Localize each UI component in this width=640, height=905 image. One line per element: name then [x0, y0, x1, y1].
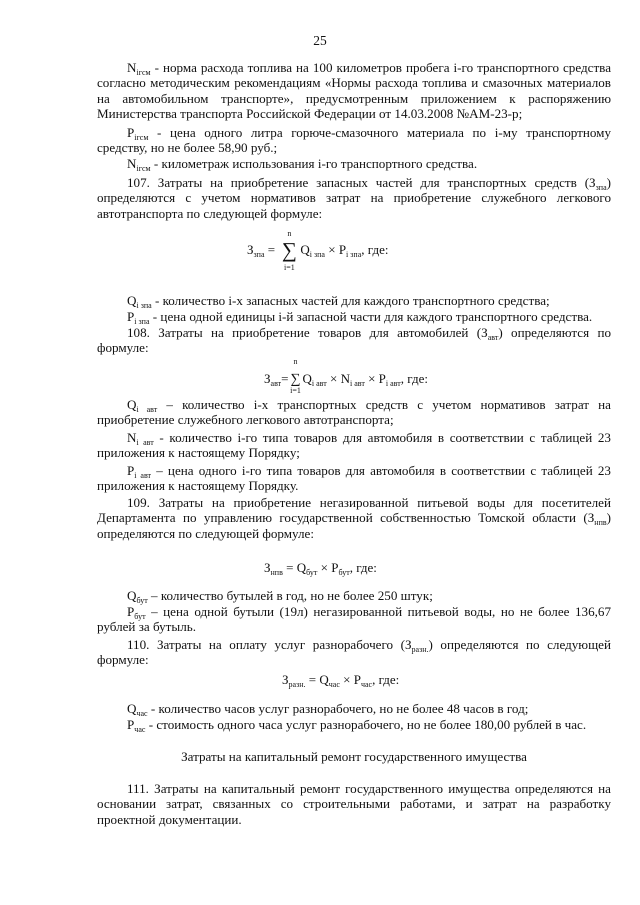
sigma-sign: n ∑ i=1: [278, 242, 300, 258]
p-igsm-definition: [97, 125, 611, 156]
times-sign: ×: [343, 672, 351, 687]
subscript-razn: разн.: [411, 645, 429, 654]
subscript-but: бут: [136, 596, 148, 605]
formula-p-sub: i авт: [385, 379, 401, 388]
subscript-i-zpa: i зпа: [134, 317, 150, 326]
formula-q-sub: i авт: [311, 379, 327, 388]
p-chas-definition: [97, 717, 611, 732]
formula-equals: =: [281, 371, 289, 386]
subscript-igsm: iгсм: [134, 133, 149, 142]
formula-p: P: [353, 672, 361, 687]
formula-tail: , где:: [349, 560, 377, 575]
subscript-chas: час: [134, 725, 146, 734]
subscript-chas: час: [136, 709, 148, 718]
formula-tail: , где:: [400, 371, 428, 386]
definition-text: – количество бутылей в год, но не более 250 штук;: [151, 588, 433, 603]
formula-lhs-sub: авт: [270, 379, 282, 388]
formula-p-sub: час: [360, 680, 373, 689]
paragraph-text: 110. Затраты на оплату услуг разнорабочего (З: [127, 637, 412, 652]
symbol-q: Q: [127, 293, 137, 308]
symbol-q: Q: [127, 588, 137, 603]
times-sign: ×: [329, 371, 338, 386]
subscript-npv: нпв: [594, 518, 607, 528]
formula-lhs-sub: нпв: [270, 568, 283, 577]
n-igsm-km-definition: [97, 156, 611, 171]
symbol-p: P: [127, 604, 135, 619]
q-zpa-definition: [97, 293, 611, 308]
subscript-zpa: зпа: [595, 183, 607, 192]
formula-lhs-sub: зпа: [253, 250, 265, 259]
formula-q: Q: [296, 560, 307, 575]
page-number: 25: [313, 33, 327, 48]
formula-q: Q: [302, 371, 312, 386]
p-zpa-definition: [97, 309, 611, 324]
definition-text: - количество часов услуг разнорабочего, но не более 48 часов в год;: [150, 701, 529, 716]
formula-tail: , где:: [372, 672, 400, 687]
paragraph-text-tail: ) определяются по формуле:: [97, 325, 611, 356]
paragraph-text-tail: ) определяются с учетом нормативов затрат на приобретение служебного легкового автотранспорта по следующей формуле:: [97, 175, 611, 221]
symbol-n: N: [127, 156, 137, 171]
formula-q-sub: бут: [306, 568, 318, 577]
paragraph-107: [97, 175, 611, 221]
paragraph-text-tail: ) определяются по следующей формуле:: [97, 510, 611, 541]
formula-equals: =: [286, 560, 294, 575]
paragraph-text-tail: ) определяются по следующей формуле:: [97, 637, 611, 668]
symbol-p: P: [127, 309, 135, 324]
paragraph-108: [97, 325, 611, 356]
subscript-igsm: iгсм: [136, 68, 151, 77]
formula-110: [282, 672, 399, 687]
symbol-p: P: [127, 463, 135, 478]
formula-q-sub: i зпа: [309, 250, 325, 259]
definition-text: - количество i-го типа товаров для автомобиля в соответствии с таблицей 23 приложения к настоящему Порядку;: [97, 430, 611, 461]
formula-lhs-sub: разн.: [288, 680, 306, 689]
formula-q: Q: [300, 242, 310, 257]
symbol-q: Q: [127, 397, 137, 412]
times-sign: ×: [320, 560, 328, 575]
formula-lhs: З: [282, 672, 289, 687]
sigma-sign: n ∑ i=1: [290, 357, 301, 395]
definition-text: - километраж использования i-го транспортного средства.: [153, 156, 478, 171]
formula-n-sub: i авт: [349, 379, 365, 388]
definition-text: – цена одной бутыли (19л) негазированной питьевой воды, но не более 136,67 рублей за бутыль.: [97, 604, 611, 635]
subscript-igsm: iгсм: [136, 164, 151, 173]
formula-equals: =: [308, 672, 317, 687]
formula-107: [247, 229, 389, 272]
definition-text: – цена одного i-го типа товаров для автомобиля в соответствии с таблицей 23 приложения к настоящему Порядку.: [97, 463, 611, 494]
formula-tail: , где:: [361, 242, 389, 257]
paragraph-text: 109. Затраты на приобретение негазированной питьевой воды для посетителей Департамента по управлению государственной собственностью Томской области (З: [97, 495, 611, 526]
formula-109: [264, 560, 377, 575]
paragraph-text: 108. Затраты на приобретение товаров для автомобилей (З: [127, 325, 488, 340]
formula-lhs: З: [264, 560, 271, 575]
p-avt-definition: [97, 463, 611, 494]
definition-text: - норма расхода топлива на 100 километров пробега i-го транспортного средства согласно методическим рекомендациям «Нормы расхода топлива и смазочных материалов на автомобильном транспорте», предусмотренным приложением к распоряжению Министерства транспорта Российской Федерации от 14.03.2008 №АМ-23-р;: [97, 60, 612, 122]
sigma-upper: n: [287, 229, 292, 238]
p-but-definition: [97, 604, 611, 635]
formula-p-sub: бут: [338, 568, 350, 577]
section-heading: Затраты на капитальный ремонт государственного имущества: [181, 749, 527, 764]
formula-q-sub: час: [328, 680, 340, 689]
q-chas-definition: [97, 701, 611, 716]
symbol-p: P: [127, 125, 135, 140]
q-but-definition: [97, 588, 611, 603]
formula-p-sub: i зпа: [346, 250, 362, 259]
n-avt-definition: [97, 430, 611, 461]
symbol-n: N: [127, 60, 137, 75]
sigma-lower: i=1: [283, 263, 295, 272]
formula-n: N: [340, 371, 350, 386]
formula-p: P: [378, 371, 386, 386]
definition-text: - стоимость одного часа услуг разнорабочего, но не более 180,00 рублей в час.: [148, 717, 587, 732]
times-sign: ×: [368, 371, 376, 386]
sigma-lower: i=1: [290, 386, 301, 395]
definition-text: - цена одного литра горюче-смазочного материала по i-му транспортному средству, но не более 58,90 руб.;: [97, 125, 611, 156]
definition-text: - количество i-х запасных частей для каждого транспортного средства;: [154, 293, 550, 308]
formula-p: P: [338, 242, 347, 257]
subscript-but: бут: [134, 612, 146, 621]
symbol-n: N: [127, 430, 137, 445]
subscript-avt: авт: [487, 333, 499, 342]
subscript-i-zpa: i зпа: [136, 301, 152, 310]
formula-p: P: [331, 560, 339, 575]
paragraph-110: [97, 637, 611, 668]
formula-lhs: З: [264, 371, 271, 386]
subscript-i-avt: i авт: [136, 438, 154, 447]
formula-q: Q: [319, 672, 329, 687]
formula-108: [264, 357, 428, 395]
symbol-p: P: [127, 717, 135, 732]
definition-text: - цена одной единицы i-й запасной части для каждого транспортного средства.: [152, 309, 593, 324]
definition-text: – количество i-х транспортных средств с учетом нормативов затрат на приобретение служебного легкового автотранспорта;: [97, 397, 611, 428]
q-avt-definition: [97, 397, 611, 428]
symbol-q: Q: [127, 701, 137, 716]
formula-equals: =: [267, 242, 276, 257]
formula-lhs: З: [247, 242, 254, 257]
paragraph-109: [97, 495, 611, 541]
sigma-upper: n: [293, 357, 298, 366]
paragraph-111: 111. Затраты на капитальный ремонт государственного имущества определяются на основании затрат, связанных со строительными работами, и затрат на разработку проектной документации.: [97, 781, 611, 827]
n-igsm-definition: [97, 60, 611, 122]
subscript-i-avt: i авт: [136, 405, 158, 414]
paragraph-text: 107. Затраты на приобретение запасных частей для транспортных средств (З: [127, 175, 596, 190]
times-sign: ×: [328, 242, 336, 257]
subscript-i-avt: i авт: [134, 471, 152, 480]
